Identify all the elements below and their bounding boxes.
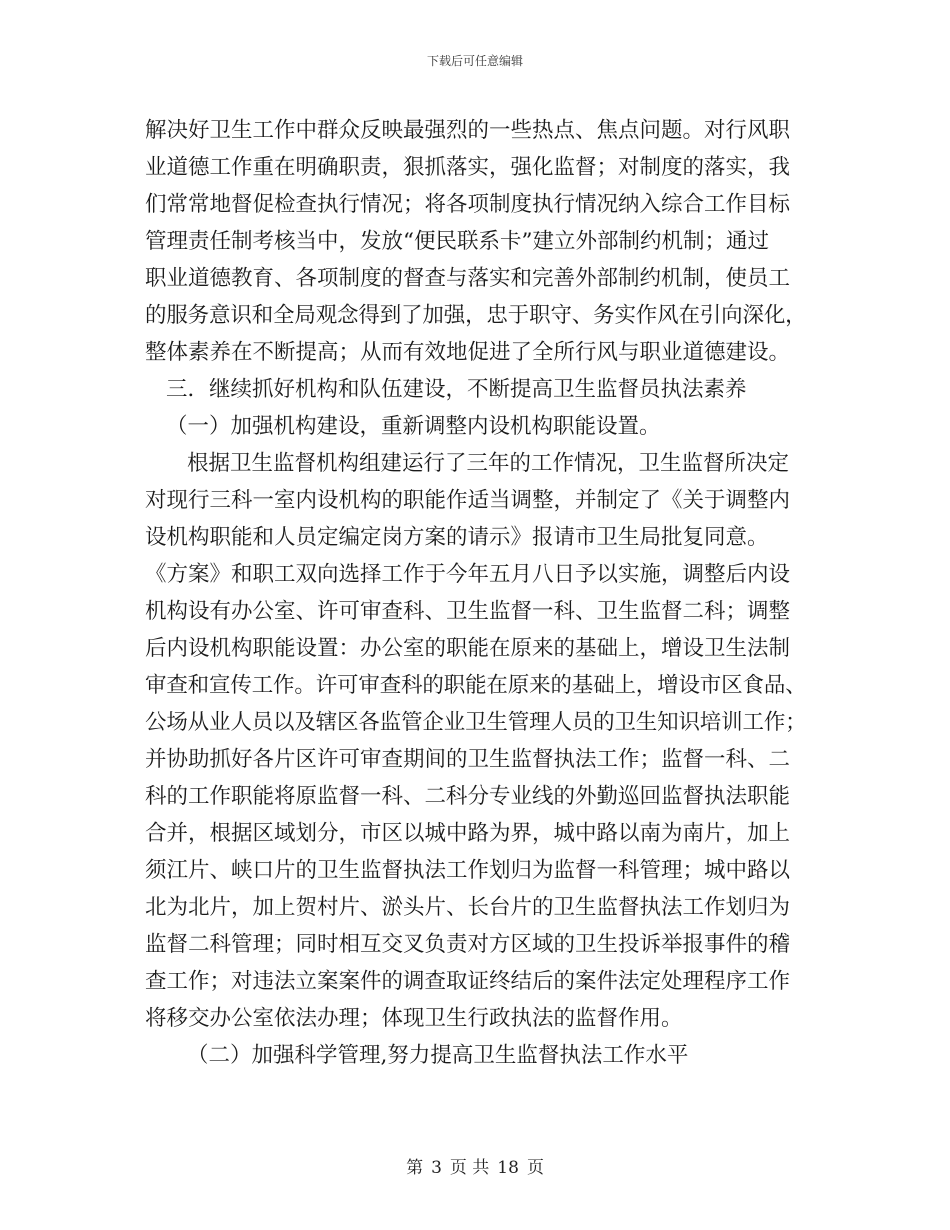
text-line: 合并，根据区域划分，市区以城中路为界，城中路以南为南片，加上 [145, 821, 791, 846]
text-line: 科的工作职能将原监督一科、二科分专业线的外勤巡回监督执法职能 [145, 784, 791, 809]
text-line: 设机构职能和人员定编定岗方案的请示》报请市卫生局批复同意。 [145, 525, 769, 550]
page-header: 下载后可任意编辑 [426, 54, 523, 68]
text-line: （一）加强机构建设，重新调整内设机构职能设置。 [166, 414, 661, 439]
text-line: 整体素养在不断提高；从而有效地促进了全所行风与职业道德建设。 [145, 340, 791, 365]
text-line: 公场从业人员以及辖区各监管企业卫生管理人员的卫生知识培训工作； [145, 710, 807, 735]
text-line: 《方案》和职工双向选择工作于今年五月八日予以实施，调整后内设 [145, 562, 791, 587]
text-line: 须江片、峡口片的卫生监督执法工作划归为监督一科管理；城中路以 [145, 858, 791, 883]
document-body [145, 112, 807, 1074]
footer-prefix: 第 [406, 1158, 424, 1178]
page-footer [0, 1153, 950, 1178]
text-line: 职业道德教育、各项制度的督查与落实和完善外部制约机制，使员工 [145, 266, 791, 291]
text-line: 根据卫生监督机构组建运行了三年的工作情况，卫生监督所决定 [187, 451, 790, 476]
text-line: 的服务意识和全局观念得到了加强，忠于职守、务实作风在引向深化， [145, 303, 807, 328]
text-line: 机构设有办公室、许可审查科、卫生监督一科、卫生监督二科；调整 [145, 599, 791, 624]
text-line: 对现行三科一室内设机构的职能作适当调整，并制定了《关于调整内 [145, 488, 791, 513]
footer-page-number: 3 [431, 1158, 442, 1178]
text-line: （二）加强科学管理,努力提高卫生监督执法工作水平 [187, 1043, 689, 1068]
text-line: 并协助抓好各片区许可审查期间的卫生监督执法工作；监督一科、二 [145, 747, 791, 772]
text-line: 查工作；对违法立案案件的调查取证终结后的案件法定处理程序工作 [145, 969, 791, 994]
text-line: 后内设机构职能设置：办公室的职能在原来的基础上，增设卫生法制 [145, 636, 791, 661]
text-line: 北为北片，加上贺村片、淤头片、长台片的卫生监督执法工作划归为 [145, 895, 791, 920]
text-line: 审查和宣传工作。许可审查科的职能在原来的基础上，增设市区食品、 [145, 673, 807, 698]
text-line: 三．继续抓好机构和队伍建设，不断提高卫生监督员执法素养 [166, 377, 747, 402]
footer-total-pages: 18 [497, 1158, 519, 1178]
text-line: 们常常地督促检查执行情况；将各项制度执行情况纳入综合工作目标 [145, 192, 791, 217]
text-line: 业道德工作重在明确职责，狠抓落实，强化监督；对制度的落实，我 [145, 155, 791, 180]
footer-suffix: 页 [526, 1158, 544, 1178]
text-line: 监督二科管理；同时相互交叉负责对方区域的卫生投诉举报事件的稽 [145, 932, 791, 957]
footer-middle: 页 共 [449, 1158, 490, 1178]
text-line: 管理责任制考核当中，发放“便民联系卡”建立外部制约机制；通过 [145, 229, 769, 254]
text-line: 将移交办公室依法办理；体现卫生行政执法的监督作用。 [145, 1006, 683, 1031]
text-line: 解决好卫生工作中群众反映最强烈的一些热点、焦点问题。对行风职 [145, 118, 791, 143]
